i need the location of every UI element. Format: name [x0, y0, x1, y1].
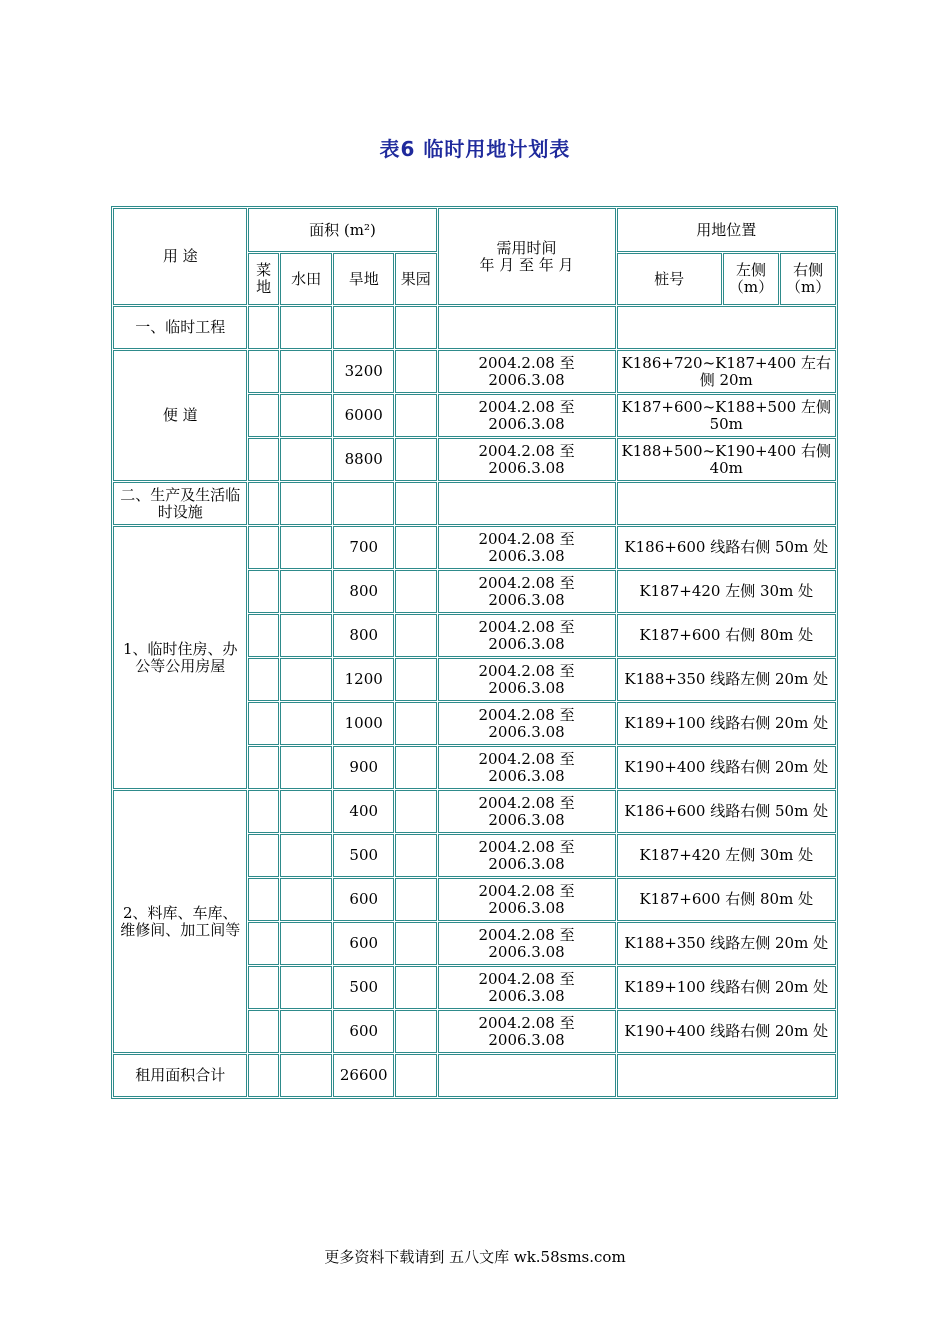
- table-cell-location: K186+720~K187+400 左右侧 20m: [617, 350, 836, 393]
- table-cell-dry: 1000: [333, 702, 394, 745]
- table-cell-time: 2004.2.08 至 2006.3.08: [438, 702, 616, 745]
- section-road: 便 道: [113, 350, 247, 481]
- table-cell-location: K189+100 线路右侧 20m 处: [617, 702, 836, 745]
- table-cell-dry: 900: [333, 746, 394, 789]
- total-dry: 26600: [333, 1054, 394, 1097]
- table-cell-location: K186+600 线路右侧 50m 处: [617, 790, 836, 833]
- group-workshops: 2、料库、车库、维修间、加工间等: [113, 790, 247, 1053]
- land-plan-table: [111, 206, 838, 1099]
- header-right: 右侧（m）: [780, 253, 836, 305]
- header-stake: 桩号: [617, 253, 722, 305]
- table-cell-dry: 8800: [333, 438, 394, 481]
- header-area: 面积 (m²): [248, 208, 436, 252]
- header-time: [438, 208, 616, 305]
- table-cell-location: K188+500~K190+400 右侧 40m: [617, 438, 836, 481]
- table-cell-dry: 400: [333, 790, 394, 833]
- table-cell-time: 2004.2.08 至 2006.3.08: [438, 878, 616, 921]
- table-cell-dry: 700: [333, 526, 394, 569]
- total-label: 租用面积合计: [113, 1054, 247, 1097]
- header-left: 左侧（m）: [723, 253, 780, 305]
- table-cell-location: K187+600~K188+500 左侧 50m: [617, 394, 836, 437]
- table-cell-dry: 6000: [333, 394, 394, 437]
- table-cell-dry: 1200: [333, 658, 394, 701]
- table-cell-location: K190+400 线路右侧 20m 处: [617, 746, 836, 789]
- table-cell-location: K187+600 右侧 80m 处: [617, 878, 836, 921]
- table-cell-time: 2004.2.08 至 2006.3.08: [438, 966, 616, 1009]
- table-cell-time: 2004.2.08 至 2006.3.08: [438, 614, 616, 657]
- table-cell-dry: 600: [333, 922, 394, 965]
- table-cell-time: 2004.2.08 至 2006.3.08: [438, 570, 616, 613]
- table-cell-location: K188+350 线路左侧 20m 处: [617, 922, 836, 965]
- table-cell-dry: 800: [333, 570, 394, 613]
- table-cell-dry: 500: [333, 966, 394, 1009]
- table-cell-time: 2004.2.08 至 2006.3.08: [438, 1010, 616, 1053]
- table-cell-time: 2004.2.08 至 2006.3.08: [438, 394, 616, 437]
- table-cell-time: 2004.2.08 至 2006.3.08: [438, 834, 616, 877]
- header-time-line1: 需用时间: [496, 238, 557, 257]
- table-cell-dry: 600: [333, 1010, 394, 1053]
- table-cell-time: 2004.2.08 至 2006.3.08: [438, 438, 616, 481]
- header-location: 用地位置: [617, 208, 836, 252]
- section-temp-works: 一、临时工程: [113, 306, 247, 349]
- table-cell-location: K189+100 线路右侧 20m 处: [617, 966, 836, 1009]
- table-cell-location: K187+420 左侧 30m 处: [617, 834, 836, 877]
- group-offices: 1、临时住房、办公等公用房屋: [113, 526, 247, 789]
- table-cell-time: 2004.2.08 至 2006.3.08: [438, 922, 616, 965]
- table-cell-location: K186+600 线路右侧 50m 处: [617, 526, 836, 569]
- table-cell-location: K187+420 左侧 30m 处: [617, 570, 836, 613]
- section-facilities: 二、生产及生活临时设施: [113, 482, 247, 525]
- table-cell-time: 2004.2.08 至 2006.3.08: [438, 350, 616, 393]
- header-veg: 菜地: [248, 253, 278, 305]
- table-cell-time: 2004.2.08 至 2006.3.08: [438, 526, 616, 569]
- table-cell-location: K190+400 线路右侧 20m 处: [617, 1010, 836, 1053]
- header-paddy: 水田: [280, 253, 333, 305]
- header-orchard: 果园: [395, 253, 436, 305]
- land-plan-table-wrap: [111, 206, 838, 1099]
- table-cell-dry: 500: [333, 834, 394, 877]
- footer-text: 更多资料下载请到 五八文库 wk.58sms.com: [324, 1248, 626, 1266]
- table-cell-time: 2004.2.08 至 2006.3.08: [438, 658, 616, 701]
- table-cell-location: K187+600 右侧 80m 处: [617, 614, 836, 657]
- table-cell-dry: 800: [333, 614, 394, 657]
- table-cell-time: 2004.2.08 至 2006.3.08: [438, 746, 616, 789]
- header-time-line2: 年 月 至 年 月: [479, 255, 574, 274]
- header-use: 用 途: [113, 208, 247, 305]
- table-cell-time: 2004.2.08 至 2006.3.08: [438, 790, 616, 833]
- table-cell-location: K188+350 线路左侧 20m 处: [617, 658, 836, 701]
- table-cell-dry: 3200: [333, 350, 394, 393]
- table-cell-dry: 600: [333, 878, 394, 921]
- page-title: 表6 临时用地计划表: [379, 137, 571, 161]
- header-dry: 旱地: [333, 253, 394, 305]
